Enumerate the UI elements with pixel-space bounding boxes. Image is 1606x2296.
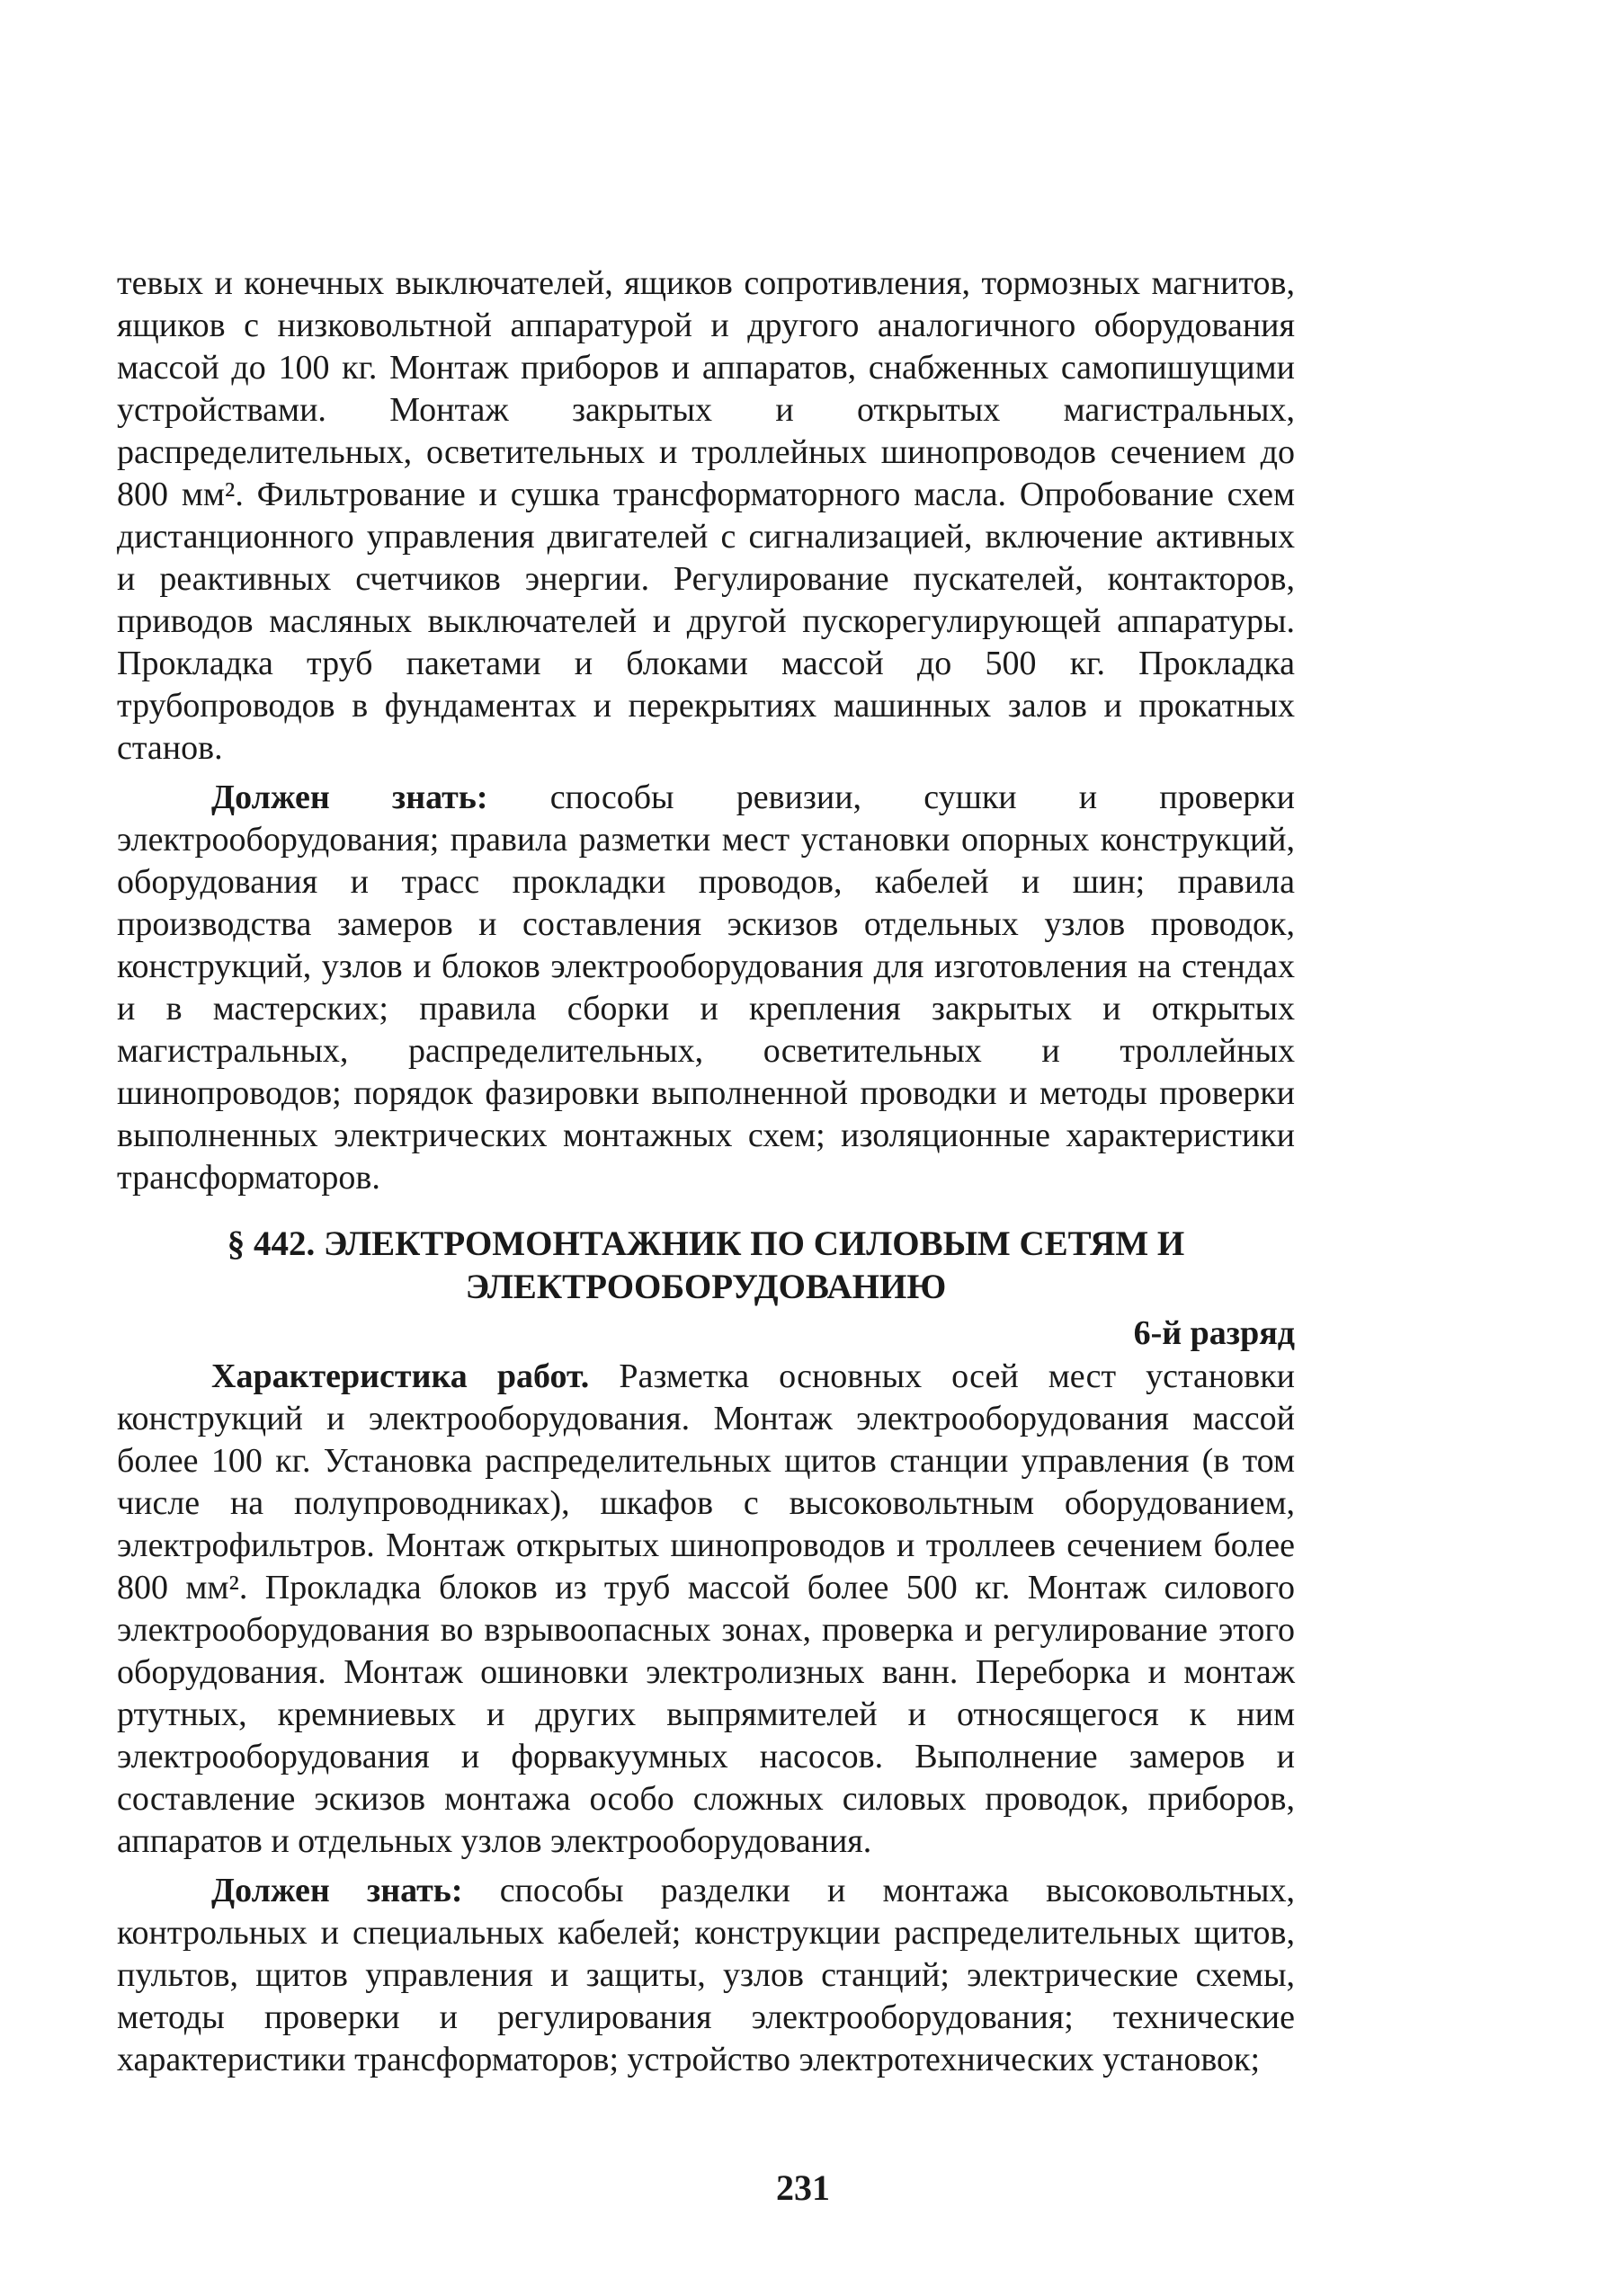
bottom-text-block [117,1356,1295,2081]
top-text-block [117,263,1295,1199]
knowledge-text-1: способы ревизии, сушки и проверки электрооборудования; правила разметки мест установки опорных конструкций, оборудования и трасс прокладки проводов, кабелей и шин; правила производства замеров и составления эскизов отдельных узлов проводок, конструкций, узлов и блоков электрооборудования для изготовления на стендах и в мастерских; правила сборки и крепления закрытых и открытых магистральных, распределительных, осветительных и троллейных шинопроводов; порядок фазировки выполненной проводки и методы проверки выполненных электрических монтажных схем; изоляционные характеристики трансформаторов. [117,779,1295,1197]
work-characteristics-text: Разметка основных осей мест установки конструкций и электрооборудования. Монтаж электрооборудования массой более 100 кг. Установка распределительных щитов станции управления (в том числе на полупроводниках), шкафов с высоковольтным оборудованием, электрофильтров. Монтаж открытых шинопроводов и троллеев сечением более 800 мм². Прокладка блоков из труб массой более 500 кг. Монтаж силового электрооборудования во взрывоопасных зонах, проверка и регулирование этого оборудования. Монтаж ошиновки электролизных ванн. Переборка и монтаж ртутных, кремниевых и других выпрямителей и относящегося к ним электрооборудования и форвакуумных насосов. Выполнение замеров и составление эскизов монтажа особо сложных силовых проводок, приборов, аппаратов и отдельных узлов электрооборудования. [117,1357,1295,1860]
page-number: 231 [776,2167,830,2208]
section-title-line-2: ЭЛЕКТРООБОРУДОВАНИЮ [465,1268,947,1306]
knowledge-text-2: способы разделки и монтажа высоковольтных, контрольных и специальных кабелей; конструкции распределительных щитов, пультов, щитов управления и защиты, узлов станций; электрические схемы, методы проверки и регулирования электрооборудования; технические характеристики трансформаторов; устройство электротехнических установок; [117,1872,1295,2078]
knowledge-lead-2: Должен знать: [211,1872,463,1909]
work-characteristics-paragraph [117,1356,1295,1863]
work-characteristics-lead: Характеристика работ. [211,1357,590,1395]
knowledge-paragraph-2 [117,1870,1295,2081]
section-heading [117,1223,1295,1309]
rank-label: 6-й разряд [1133,1314,1295,1352]
continued-paragraph: тевых и конечных выключателей, ящиков сопротивления, тормозных магнитов, ящиков с низковольтной аппаратурой и другого аналогичного оборудования массой до 100 кг. Монтаж приборов и аппаратов, снабженных самопишущими устройствами. Монтаж закрытых и открытых магистральных, распределительных, осветительных и троллейных шинопроводов сечением до 800 мм². Фильтрование и сушка трансформаторного масла. Опробование схем дистанционного управления двигателей с сигнализацией, включение активных и реактивных счетчиков энергии. Регулирование пускателей, контакторов, приводов масляных выключателей и другой пускорегулирующей аппаратуры. Прокладка труб пакетами и блоками массой до 500 кг. Прокладка трубопроводов в фундаментах и перекрытиях машинных залов и прокатных станов. [117,264,1295,767]
knowledge-lead-1: Должен знать: [211,779,488,816]
knowledge-paragraph-1 [117,777,1295,1199]
section-title-line-1: § 442. ЭЛЕКТРОМОНТАЖНИК ПО СИЛОВЫМ СЕТЯМ И [227,1224,1185,1263]
